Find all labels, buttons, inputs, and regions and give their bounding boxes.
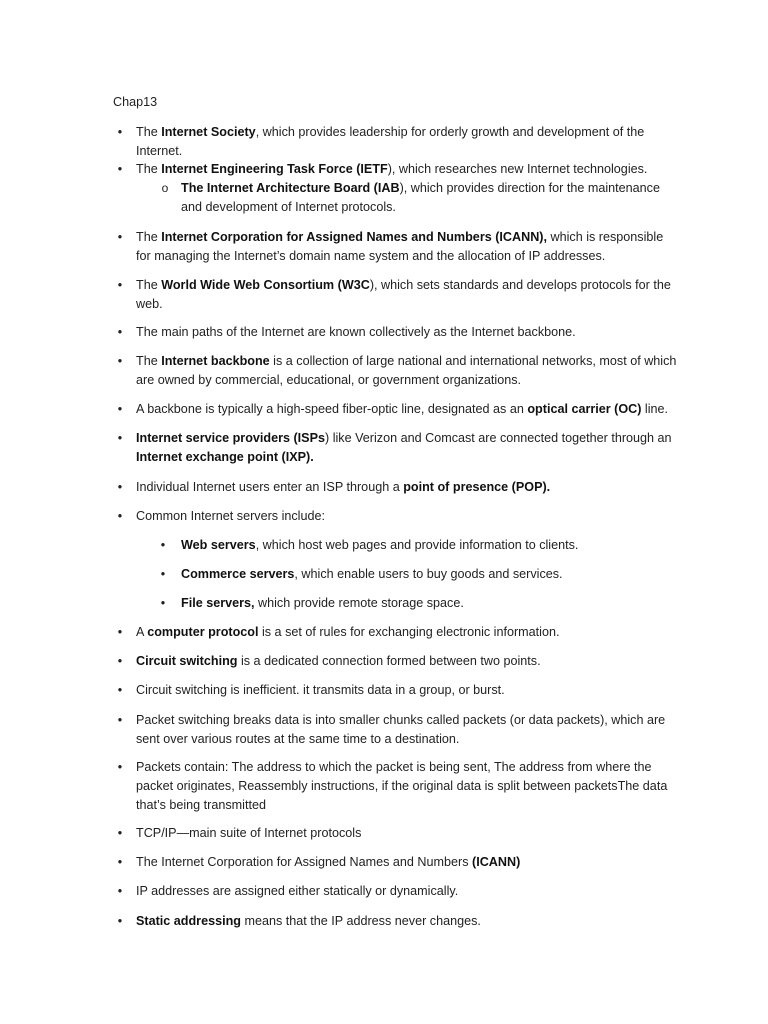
list-item [117, 478, 681, 497]
bold-term: Internet backbone [161, 354, 270, 368]
bullet-icon: • [117, 855, 123, 869]
item-text: A [136, 625, 148, 639]
bullet-icon: • [117, 402, 123, 416]
item-text: The Internet Corporation for Assigned Names and Numbers [136, 855, 473, 869]
bold-term: computer protocol [147, 625, 259, 639]
item-text: Packets contain: The address to which the packet is being sent, The address from where the packet originates, Reassembly instructions, if the original data is split between packetsThe data that’s being transmitted [136, 760, 668, 812]
item-text: IP addresses are assigned either statically or dynamically. [136, 884, 459, 898]
bold-term: Web servers [181, 538, 256, 552]
bullet-icon: • [117, 278, 123, 292]
item-text: means that the IP address never changes. [240, 914, 481, 928]
bullet-icon: • [117, 125, 123, 139]
item-text: The [136, 230, 162, 244]
item-text: , which host web pages and provide information to clients. [255, 538, 579, 552]
bullet-icon: • [160, 538, 166, 552]
circle-bullet-icon: o [161, 181, 169, 195]
list-item [117, 160, 681, 179]
bullet-icon: • [117, 162, 123, 176]
list-item [117, 681, 681, 700]
item-text: The [136, 354, 162, 368]
bullet-icon: • [117, 884, 123, 898]
item-text: which provide remote storage space. [254, 596, 464, 610]
list-item [117, 400, 681, 419]
bullet-icon: • [160, 596, 166, 610]
bold-term: Commerce servers [181, 567, 295, 581]
list-item [117, 652, 681, 671]
list-item [117, 123, 681, 161]
bullet-icon: • [117, 354, 123, 368]
list-item [160, 536, 661, 555]
item-text: ), which researches new Internet technologies. [387, 162, 648, 176]
item-text: is a set of rules for exchanging electronic information. [258, 625, 560, 639]
bullet-icon: • [117, 325, 123, 339]
list-item [117, 912, 681, 931]
bold-term: World Wide Web Consortium (W3C [161, 278, 370, 292]
item-text: The [136, 278, 162, 292]
list-item [161, 179, 661, 217]
item-text: is a dedicated connection formed between two points. [237, 654, 541, 668]
list-item [117, 228, 681, 266]
bold-term: (ICANN) [472, 855, 521, 869]
bold-term: Internet service providers (ISPs [136, 431, 325, 445]
list-item [160, 565, 661, 584]
item-text: line. [641, 402, 669, 416]
item-text: is a collection of large national and international networks, most of which are owned by commercial, educational, or government organizations. [136, 354, 677, 387]
list-item [117, 623, 681, 642]
bullet-icon: • [117, 431, 123, 445]
bold-term: Internet exchange point (IXP). [136, 450, 314, 464]
bullet-icon: • [117, 509, 123, 523]
list-item [117, 853, 681, 872]
bold-term: Static addressing [136, 914, 241, 928]
bold-term: point of presence (POP). [403, 480, 551, 494]
bullet-icon: • [117, 625, 123, 639]
bold-term: optical carrier (OC) [527, 402, 642, 416]
item-text: ), which sets standards and develops protocols for the web. [136, 278, 671, 311]
bold-term: The Internet Architecture Board (IAB [181, 181, 400, 195]
page-title: Chap13 [113, 95, 158, 109]
bold-term: File servers, [181, 596, 255, 610]
list-item [117, 507, 681, 526]
list-item [117, 824, 681, 843]
bold-term: Internet Engineering Task Force (IETF [161, 162, 388, 176]
item-text: The [136, 125, 162, 139]
item-text: Individual Internet users enter an ISP through a [136, 480, 404, 494]
item-text: Circuit switching is inefficient. it transmits data in a group, or burst. [136, 683, 505, 697]
bold-term: Internet Corporation for Assigned Names and Numbers (ICANN), [161, 230, 547, 244]
bullet-icon: • [117, 654, 123, 668]
item-text: Packet switching breaks data is into smaller chunks called packets (or data packets), which are sent over various routes at the same time to a destination. [136, 713, 666, 746]
list-item [117, 429, 681, 467]
bold-term: Circuit switching [136, 654, 238, 668]
bullet-icon: • [160, 567, 166, 581]
item-text: The main paths of the Internet are known collectively as the Internet backbone. [136, 325, 576, 339]
bullet-icon: • [117, 713, 123, 727]
bold-term: Internet Society [161, 125, 256, 139]
item-text: , which provides leadership for orderly growth and development of the Internet. [136, 125, 645, 158]
list-item [117, 882, 681, 901]
item-text: A backbone is typically a high-speed fiber-optic line, designated as an [136, 402, 528, 416]
list-item [117, 758, 681, 815]
bullet-icon: • [117, 683, 123, 697]
list-item [117, 276, 681, 314]
item-text: TCP/IP—main suite of Internet protocols [136, 826, 362, 840]
bullet-icon: • [117, 230, 123, 244]
item-text: The [136, 162, 162, 176]
bullet-icon: • [117, 760, 123, 774]
item-text: which is responsible for managing the Internet’s domain name system and the allocation of IP addresses. [136, 230, 664, 263]
list-item [117, 323, 681, 342]
list-item [117, 352, 681, 390]
bullet-icon: • [117, 914, 123, 928]
item-text: Common Internet servers include: [136, 509, 325, 523]
item-text: ) like Verizon and Comcast are connected together through an [325, 431, 672, 445]
item-text: , which enable users to buy goods and services. [294, 567, 563, 581]
list-item [160, 594, 661, 613]
bullet-icon: • [117, 826, 123, 840]
list-item [117, 711, 681, 749]
item-text: ), which provides direction for the maintenance and development of Internet protocols. [181, 181, 660, 214]
bullet-icon: • [117, 480, 123, 494]
